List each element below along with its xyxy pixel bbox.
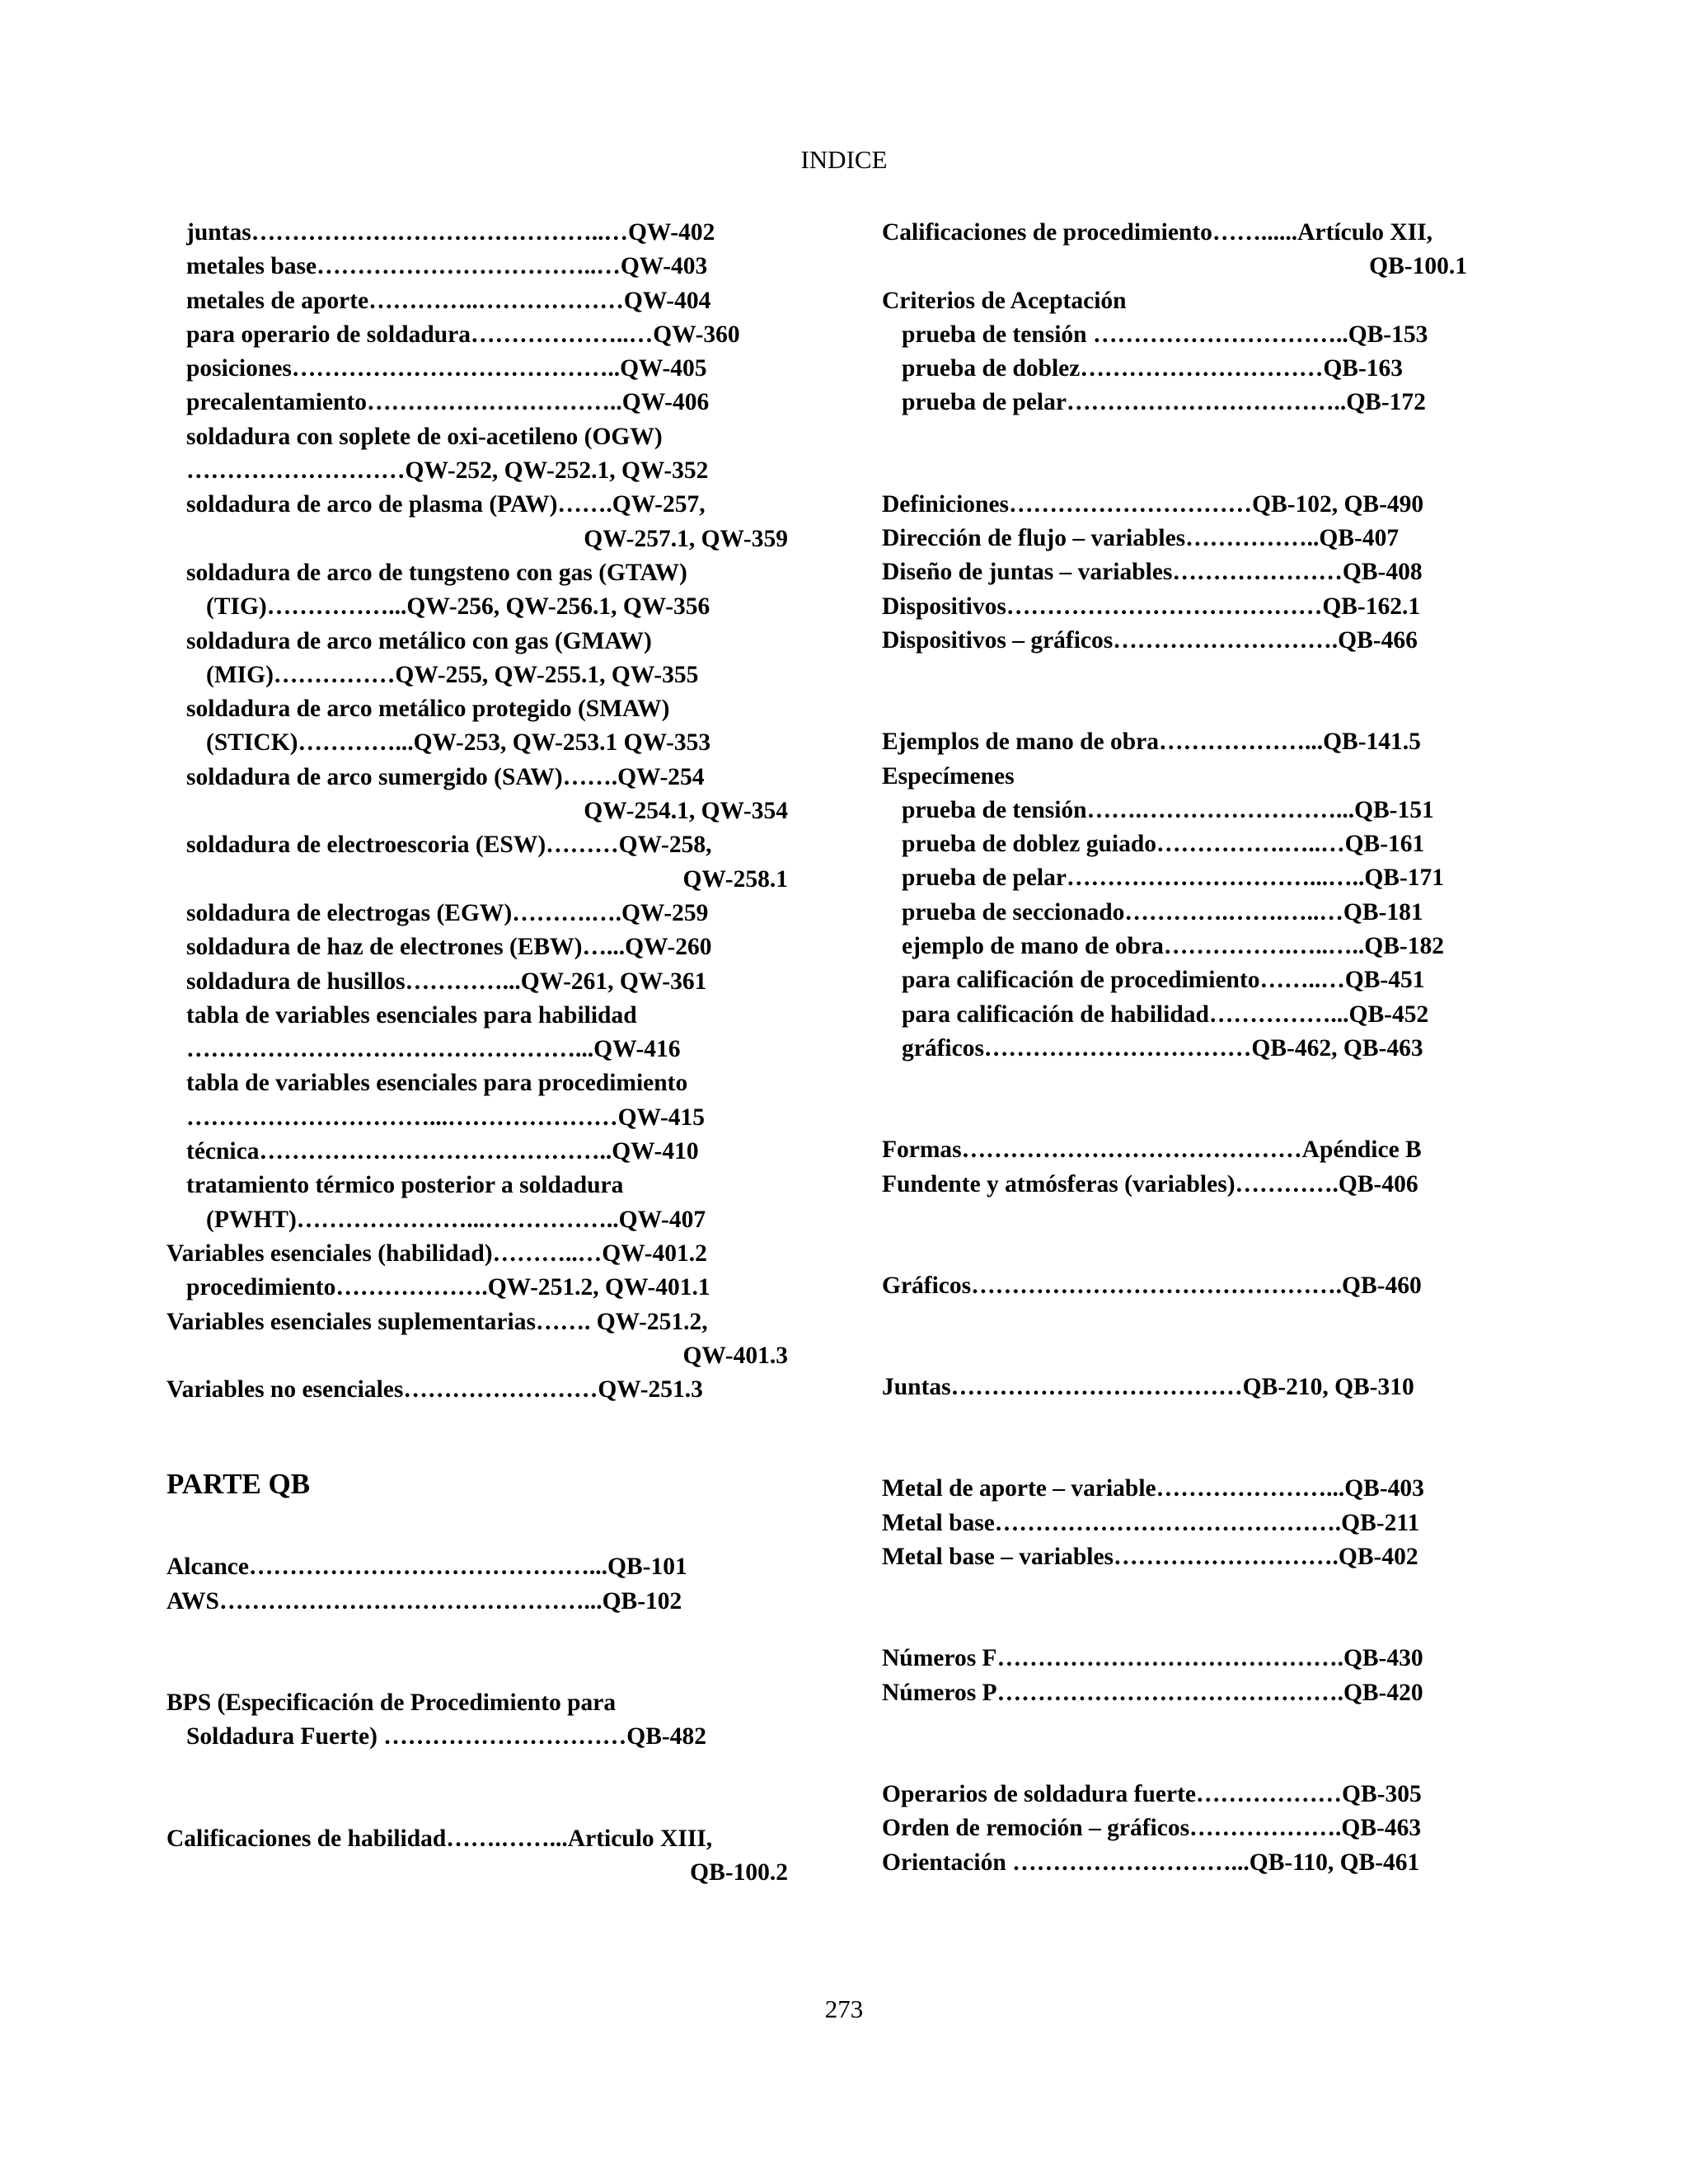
index-entry: tratamiento térmico posterior a soldadura xyxy=(186,1172,624,1199)
index-entry: soldadura de electroescoria (ESW)………QW-258, xyxy=(186,832,712,859)
index-entry-continuation: QW-254.1, QW-354 xyxy=(584,798,788,825)
index-entry: juntas……………………………………..…QW-402 xyxy=(186,219,715,246)
index-entry-continuation: QW-257.1, QW-359 xyxy=(584,525,788,552)
index-entry: ………………………QW-252, QW-252.1, QW-352 xyxy=(186,457,709,485)
index-entry: Calificaciones de habilidad…….……...Articulo XIII, xyxy=(166,1825,713,1852)
index-entry-continuation: (STICK)…………...QW-253, QW-253.1 QW-353 xyxy=(206,729,711,757)
index-entry: Alcance……………………………………...QB-101 xyxy=(166,1554,687,1581)
index-entry: técnica……………………………………..QW-410 xyxy=(186,1138,699,1165)
page-header: INDICE xyxy=(800,145,888,174)
index-entry: Metal base – variables……………………….QB-402 xyxy=(882,1544,1418,1571)
index-entry: prueba de pelar……………………………..QB-172 xyxy=(902,389,1426,416)
index-entry: Orden de remoción – gráficos……………….QB-463 xyxy=(882,1815,1422,1842)
index-entry: Juntas………………………………QB-210, QB-310 xyxy=(882,1374,1414,1401)
index-entry: soldadura de arco de plasma (PAW)…….QW-257, xyxy=(186,491,706,518)
index-entry: Criterios de Aceptación xyxy=(882,287,1127,314)
index-entry: prueba de seccionado………….…….…..…QB-181 xyxy=(902,898,1423,926)
index-entry: Metal base…………………………………….QB-211 xyxy=(882,1509,1420,1536)
index-entry: soldadura de arco metálico con gas (GMAW) xyxy=(186,627,652,654)
index-entry: Variables esenciales suplementarias……. QW-251.2, xyxy=(166,1308,708,1335)
index-entry: soldadura de arco de tungsteno con gas (GTAW) xyxy=(186,559,687,586)
index-entry: tabla de variables esenciales para procedimiento xyxy=(186,1070,688,1097)
index-entry: Números P…………………………………….QB-420 xyxy=(882,1679,1423,1706)
left-column xyxy=(166,216,788,1890)
index-entry: tabla de variables esenciales para habilidad xyxy=(186,1001,637,1029)
index-entry: Variables no esenciales……………………QW-251.3 xyxy=(166,1376,703,1404)
index-entry: soldadura de arco metálico protegido (SMAW) xyxy=(186,696,670,723)
index-entry-continuation: QB-100.1 xyxy=(1369,253,1467,280)
index-entry: soldadura de husillos…………...QW-261, QW-361 xyxy=(186,968,707,995)
right-column xyxy=(882,216,1475,1880)
index-entry-continuation: Soldadura Fuerte) …………………………QB-482 xyxy=(186,1723,706,1750)
index-entry: metales de aporte…………..………………QW-404 xyxy=(186,287,711,314)
index-entry: Gráficos……………………………………….QB-460 xyxy=(882,1272,1422,1299)
index-entry: posiciones…………………………………..QW-405 xyxy=(186,355,707,382)
index-entry: precalentamiento…………………………..QW-406 xyxy=(186,389,710,416)
index-entry-continuation: …………………………………………...QW-416 xyxy=(186,1036,681,1063)
index-entry: metales base……………………………..…QW-403 xyxy=(186,253,708,280)
index-entry: Definiciones…………………………QB-102, QB-490 xyxy=(882,490,1424,518)
index-entry: AWS………………………………………...QB-102 xyxy=(166,1587,682,1615)
index-entry: Metal de aporte – variable…………………...QB-403 xyxy=(882,1475,1424,1502)
index-entry-continuation: …………………………...…………………QW-415 xyxy=(186,1104,706,1131)
index-entry: Fundente y atmósferas (variables)………….QB-406 xyxy=(882,1170,1418,1197)
index-entry: ejemplo de mano de obra…………….…..…..QB-182 xyxy=(902,933,1444,960)
index-entry: prueba de tensión …………………………..QB-153 xyxy=(902,321,1428,348)
index-entry: BPS (Especificación de Procedimiento para xyxy=(166,1689,617,1716)
index-entry: procedimiento……………….QW-251.2, QW-401.1 xyxy=(186,1274,710,1301)
index-entry: Ejemplos de mano de obra………………...QB-141.5 xyxy=(882,729,1421,756)
index-entry: Especímenes xyxy=(882,762,1015,790)
index-entry-continuation: (TIG)……………...QW-256, QW-256.1, QW-356 xyxy=(206,593,710,621)
index-entry: Calificaciones de procedimiento……......Artículo XII, xyxy=(882,219,1433,246)
index-entry: soldadura de electrogas (EGW)……….….QW-259 xyxy=(186,899,709,926)
index-entry: gráficos……………………………QB-462, QB-463 xyxy=(902,1034,1423,1062)
index-entry: Orientación ………………………...QB-110, QB-461 xyxy=(882,1849,1420,1876)
index-entry: para calificación de habilidad……………...QB-452 xyxy=(902,1001,1429,1028)
index-entry: soldadura de haz de electrones (EBW)…...QW-260 xyxy=(186,934,712,961)
index-entry: Operarios de soldadura fuerte………………QB-305 xyxy=(882,1780,1422,1807)
index-entry: Dispositivos…………………………………QB-162.1 xyxy=(882,593,1421,620)
index-entry: para calificación de procedimiento……..…QB-451 xyxy=(902,967,1425,994)
index-entry: prueba de doblez guiado…………….…..…QB-161 xyxy=(902,831,1425,858)
index-entry: Números F…………………………………….QB-430 xyxy=(882,1645,1423,1672)
index-entry: soldadura de arco sumergido (SAW)…….QW-254 xyxy=(186,763,705,790)
index-entry-continuation: (PWHT)…………………...……………..QW-407 xyxy=(206,1206,706,1233)
index-entry: Variables esenciales (habilidad)………..…QW-401.2 xyxy=(166,1240,707,1267)
index-entry: prueba de tensión…….……………………...QB-151 xyxy=(902,796,1434,823)
index-entry: prueba de pelar…………………………...…..QB-171 xyxy=(902,865,1445,892)
index-entry: Diseño de juntas – variables…………………QB-408 xyxy=(882,559,1423,586)
index-entry-continuation: QB-100.2 xyxy=(690,1858,788,1886)
index-entry-continuation: QW-258.1 xyxy=(682,865,788,893)
index-entry: Formas……………………………………Apéndice B xyxy=(882,1137,1422,1164)
page-number: 273 xyxy=(824,1994,864,2023)
index-entry-continuation: QW-401.3 xyxy=(682,1342,788,1369)
index-entry: Dispositivos – gráficos……………………….QB-466 xyxy=(882,626,1418,654)
index-entry: para operario de soldadura………………..…QW-360 xyxy=(186,321,740,348)
index-entry: prueba de doblez…………………………QB-163 xyxy=(902,355,1404,382)
index-entry: Dirección de flujo – variables……………..QB-407 xyxy=(882,525,1400,552)
section-heading: PARTE QB xyxy=(166,1468,311,1501)
index-entry-continuation: (MIG)……………QW-255, QW-255.1, QW-355 xyxy=(206,661,699,688)
index-entry: soldadura con soplete de oxi-acetileno (OGW) xyxy=(186,423,663,450)
